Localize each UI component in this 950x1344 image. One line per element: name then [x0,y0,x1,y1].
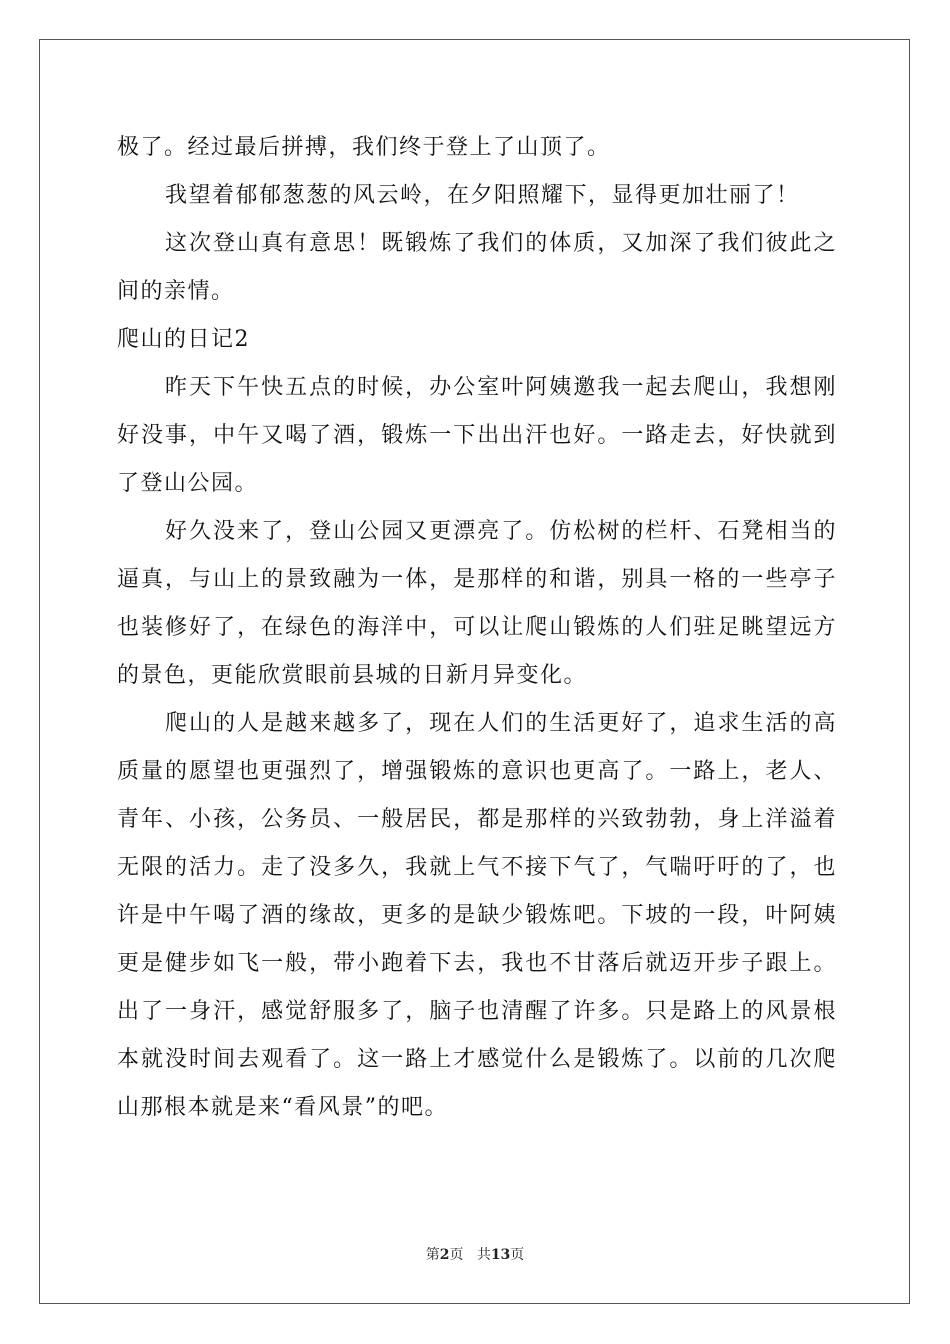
footer-prefix: 第 [425,1247,440,1263]
section-heading: 爬山的日记2 [117,327,250,352]
paragraph: 爬山的人是越来越多了，现在人们的生活更好了，追求生活的高质量的愿望也更强烈了，增强锻炼的意识也更高了。一路上，老人、青年、小孩，公务员、一般居民，都是那样的兴致勃勃，身上洋溢着无限的活力。走了没多久，我就上气不接下气了，气喘吁吁的了，也许是中午喝了酒的缘故，更多的是缺少锻炼吧。下坡的一段，叶阿姨更是健步如飞一般，带小跑着下去，我也不甘落后就迈开步子跟上。出了一身汗，感觉舒服多了，脑子也清醒了许多。只是路上的风景根本就没时间去观看了。这一路上才感觉什么是锻炼了。以前的几次爬山那根本就是来“看风景”的吧。 [117,711,837,1120]
paragraph: 好久没来了，登山公园又更漂亮了。仿松树的栏杆、石凳相当的逼真，与山上的景致融为一体，是那样的和谐，别具一格的一些亭子也装修好了，在绿色的海洋中，可以让爬山锻炼的人们驻足眺望远方的景色，更能欣赏眼前县城的日新月异变化。 [117,519,837,688]
paragraph-continued: 极了。经过最后拼搏，我们终于登上了山顶了。 [117,135,611,160]
document-body [117,124,837,1132]
footer-total-suffix: 页 [510,1247,525,1263]
paragraph: 我望着郁郁葱葱的风云岭，在夕阳照耀下，显得更加壮丽了！ [165,183,800,208]
page-footer [0,1244,950,1264]
total-page-count: 13 [490,1247,511,1263]
footer-total-prefix: 共 [476,1247,491,1263]
paragraph: 这次登山真有意思！既锻炼了我们的体质，又加深了我们彼此之间的亲情。 [117,231,837,304]
current-page-number: 2 [439,1247,450,1263]
footer-page-suffix: 页 [449,1247,464,1263]
paragraph: 昨天下午快五点的时候，办公室叶阿姨邀我一起去爬山，我想刚好没事，中午又喝了酒，锻炼一下出出汗也好。一路走去，好快就到了登山公园。 [117,375,837,496]
